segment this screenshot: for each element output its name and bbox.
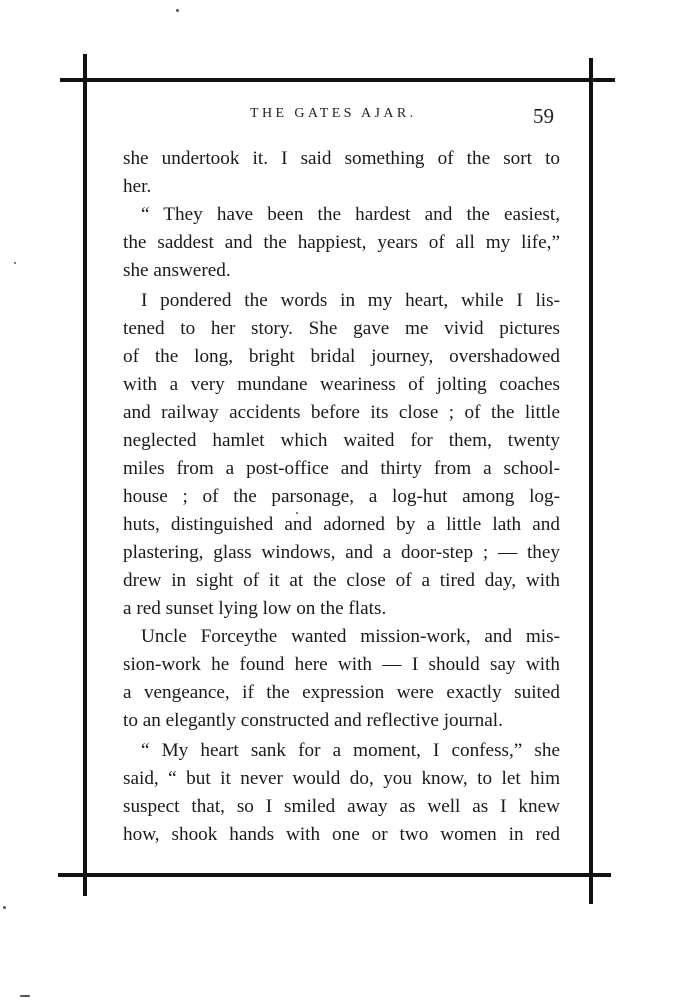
scan-speck [176,9,179,12]
scan-speck [296,512,298,514]
text-line: with a very mundane weariness of jolting coaches [123,374,560,395]
text-line: how, shook hands with one or two women in red [123,824,560,845]
text-line: neglected hamlet which waited for them, twenty [123,430,560,451]
text-line: tened to her story. She gave me vivid pictures [123,318,560,339]
text-line: she undertook it. I said something of the sort to [123,148,560,169]
text-line: drew in sight of it at the close of a tired day, with [123,570,560,591]
text-line: of the long, bright bridal journey, overshadowed [123,346,560,367]
text-line: Uncle Forceythe wanted mission-work, and mis- [141,626,560,647]
text-line: said, “ but it never would do, you know, to let him [123,768,560,789]
text-line: a red sunset lying low on the flats. [123,598,387,619]
text-line: I pondered the words in my heart, while I lis- [141,290,560,311]
scan-speck [3,906,6,909]
text-line: “ My heart sank for a moment, I confess,” she [141,740,560,761]
text-line: suspect that, so I smiled away as well as I knew [123,796,560,817]
text-line: house ; of the parsonage, a log-hut among log- [123,486,560,507]
text-line: huts, distinguished and adorned by a little lath and [123,514,560,535]
text-line: the saddest and the happiest, years of all my life,” [123,232,560,253]
text-line: a vengeance, if the expression were exactly suited [123,682,560,703]
running-head: THE GATES AJAR. [250,106,417,121]
text-line: miles from a post-office and thirty from a school- [123,458,560,479]
text-line: she answered. [123,260,231,281]
text-line: and railway accidents before its close ; of the little [123,402,560,423]
text-line: to an elegantly constructed and reflective journal. [123,710,503,731]
text-line: sion-work he found here with — I should say with [123,654,560,675]
page-number: 59 [533,104,554,128]
text-line: her. [123,176,152,197]
text-line: plastering, glass windows, and a door-step ; — they [123,542,560,563]
scan-speck [20,995,30,997]
text-line: “ They have been the hardest and the easiest, [141,204,560,225]
scan-speck [14,262,16,264]
